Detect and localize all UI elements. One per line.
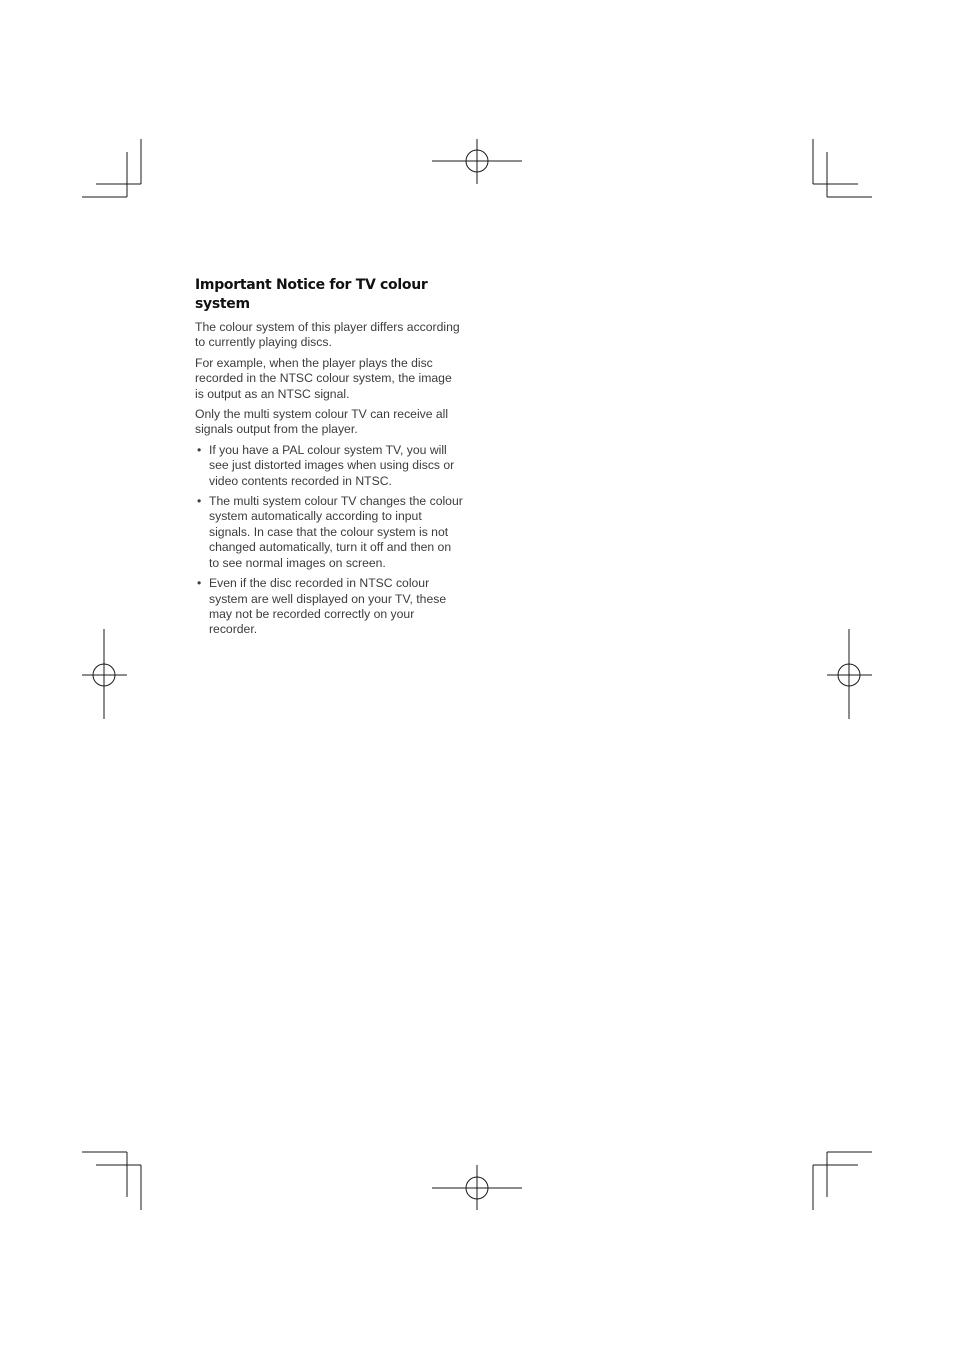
bullet-text: The multi system colour TV changes the colour system automatically according to input signals. In case that the colour system is not changed automatically, turn it off and then on to see normal images on screen.: [209, 494, 463, 570]
crop-mark-top-right: [813, 139, 872, 197]
notice-paragraph: For example, when the player plays the disc recorded in the NTSC colour system, the image is output as an NTSC signal.: [195, 355, 452, 401]
registration-mark-left: [82, 629, 127, 719]
crop-mark-top-left: [82, 139, 141, 197]
notice-title: Important Notice for TV colour system: [195, 277, 428, 312]
crop-mark-bottom-right: [813, 1152, 872, 1210]
crop-mark-bottom-left: [82, 1152, 141, 1210]
bullet-text: If you have a PAL colour system TV, you will see just distorted images when using discs or video contents recorded in NTSC.: [209, 442, 455, 488]
bullet-item: [195, 494, 463, 571]
notice-bullet-list: [195, 443, 463, 638]
bullet-text: Even if the disc recorded in NTSC colour system are well displayed on your TV, these may not be recorded correctly on your recorder.: [209, 576, 447, 637]
bullet-icon: •: [197, 494, 202, 509]
bullet-icon: •: [197, 442, 202, 457]
notice-paragraph: Only the multi system colour TV can receive all signals output from the player.: [195, 407, 449, 437]
registration-mark-bottom: [432, 1165, 522, 1210]
bullet-icon: •: [197, 576, 202, 591]
registration-mark-top: [432, 139, 522, 184]
bullet-item: [195, 576, 463, 638]
registration-mark-right: [827, 629, 872, 719]
notice-section: [195, 276, 463, 643]
bullet-item: [195, 443, 463, 489]
notice-paragraph: The colour system of this player differs according to currently playing discs.: [195, 320, 460, 350]
